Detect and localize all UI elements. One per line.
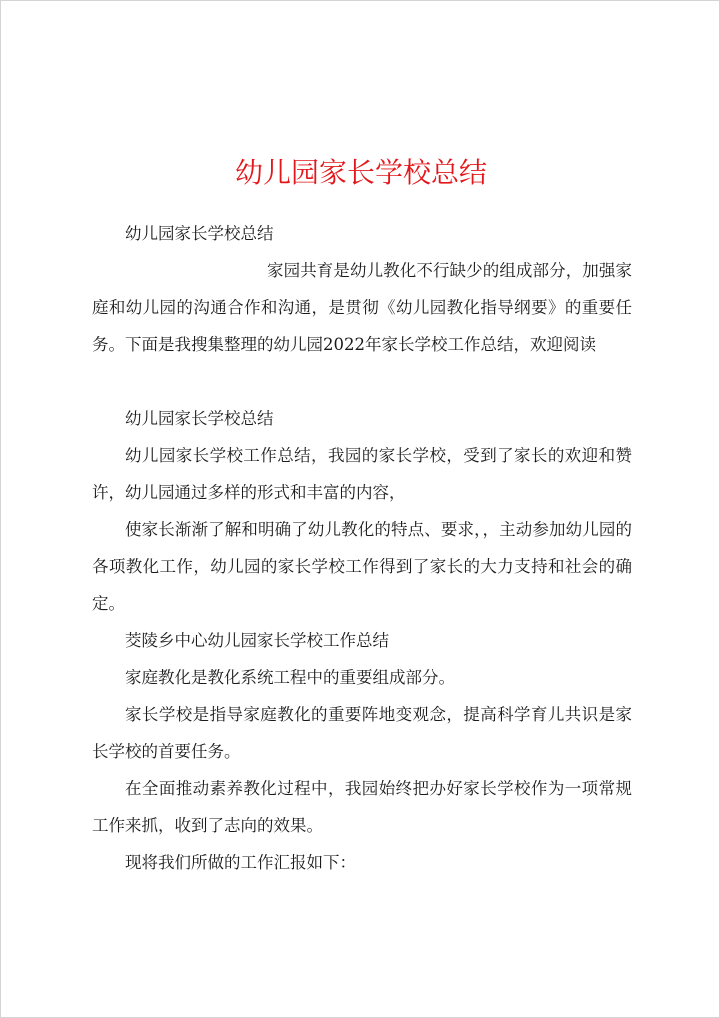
paragraph: 家长学校是指导家庭教化的重要阵地变观念，提高科学育儿共识是家长学校的首要任务。	[92, 705, 632, 761]
paragraph-spacer	[92, 363, 632, 400]
paragraph: 幼儿园家长学校工作总结，我园的家长学校，受到了家长的欢迎和赞许，幼儿园通过多样的形式和丰富的内容，	[92, 446, 632, 502]
paragraph-section-heading: 幼儿园家长学校总结	[125, 409, 274, 428]
paragraph-subtitle: 幼儿园家长学校总结	[125, 224, 274, 243]
paragraph: 家庭教化是教化系统工程中的重要组成部分。	[125, 668, 455, 687]
document-title: 幼儿园家长学校总结	[234, 156, 487, 189]
paragraph: 使家长渐渐了解和明确了幼儿教化的特点、要求，，主动参加幼儿园的各项教化工作，幼儿园的家长学校工作得到了家长的大力支持和社会的确定。	[92, 520, 632, 613]
paragraph-intro: 家园共育是幼儿教化不行缺少的组成部分，加强家庭和幼儿园的沟通合作和沟通，是贯彻《幼儿园教化指导纲要》的重要任务。下面是我搜集整理的幼儿园2022年家长学校工作总结，欢迎阅读	[92, 261, 632, 354]
paragraph: 现将我们所做的工作汇报如下：	[125, 853, 356, 872]
paragraph-section-heading: 茭陵乡中心幼儿园家长学校工作总结	[125, 631, 389, 650]
paragraph: 在全面推动素养教化过程中，我园始终把办好家长学校作为一项常规工作来抓，收到了志向的效果。	[92, 779, 632, 835]
document-body	[92, 215, 632, 881]
